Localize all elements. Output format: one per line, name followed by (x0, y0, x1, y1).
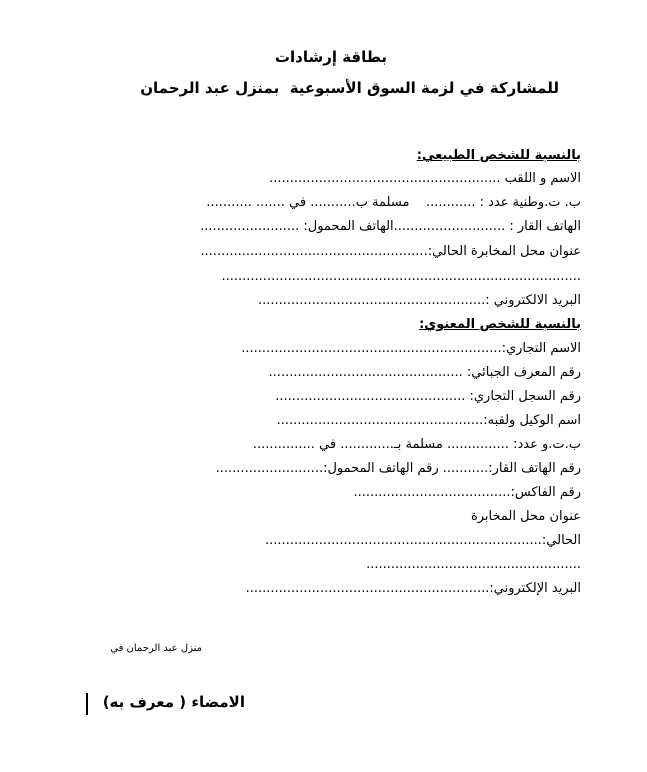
moral-address-continuation: .................................................... (366, 557, 581, 572)
natural-person-header: بالنسبة للشخص الطبيعي: (416, 148, 581, 163)
moral-current-address-field: الحالي:................................................................... (265, 533, 581, 548)
moral-trade-register-field: رقم السجل التجاري: .............................................. (275, 389, 581, 404)
moral-fax-field: رقم الفاكس:...................................... (353, 485, 581, 500)
moral-phones-field: رقم الهاتف القار:........... رقم الهاتف المحمول:.......................... (215, 461, 581, 476)
moral-agent-field: اسم الوكيل ولقبه:.................................................. (276, 413, 581, 428)
text-cursor (86, 693, 88, 715)
place-line: منزل عبد الرحمان في (110, 643, 202, 654)
natural-id-field: ب. ت.وطنية عدد : ............ مسلمة ب........... في ....... ........... (206, 195, 581, 210)
document-title: بطاقة إرشادات (274, 48, 387, 66)
moral-tax-id-field: رقم المعرف الجبائي: ............................................... (268, 365, 581, 380)
natural-name-field: الاسم و اللقب ........................................................ (269, 171, 581, 186)
natural-email-field: البريد الالكتروني :....................................................... (257, 293, 581, 308)
natural-phones-field: الهاتف القار : ...........................الهاتف المحمول: ........................ (200, 219, 581, 234)
moral-trade-name-field: الاسم التجاري:............................................................... (241, 341, 581, 356)
moral-email-field: البريد الإلكتروني:........................................................... (245, 581, 581, 596)
signature-label: الامضاء ( معرف به) (102, 693, 245, 711)
moral-person-header: بالنسبة للشخص المعنوي: (419, 317, 581, 332)
moral-id-field: ب.ت.و عدد: ............... مسلمة بـ............. في ............... (252, 437, 581, 452)
natural-address-continuation: ....................................................................................... (221, 269, 581, 284)
natural-address-field: عنوان محل المخابرة الحالي:....................................................... (200, 244, 581, 259)
document-subtitle: للمشاركة في لزمة السوق الأسبوعية بمنزل عبد الرحمان (140, 79, 559, 97)
moral-address-label: عنوان محل المخابرة (470, 509, 581, 524)
